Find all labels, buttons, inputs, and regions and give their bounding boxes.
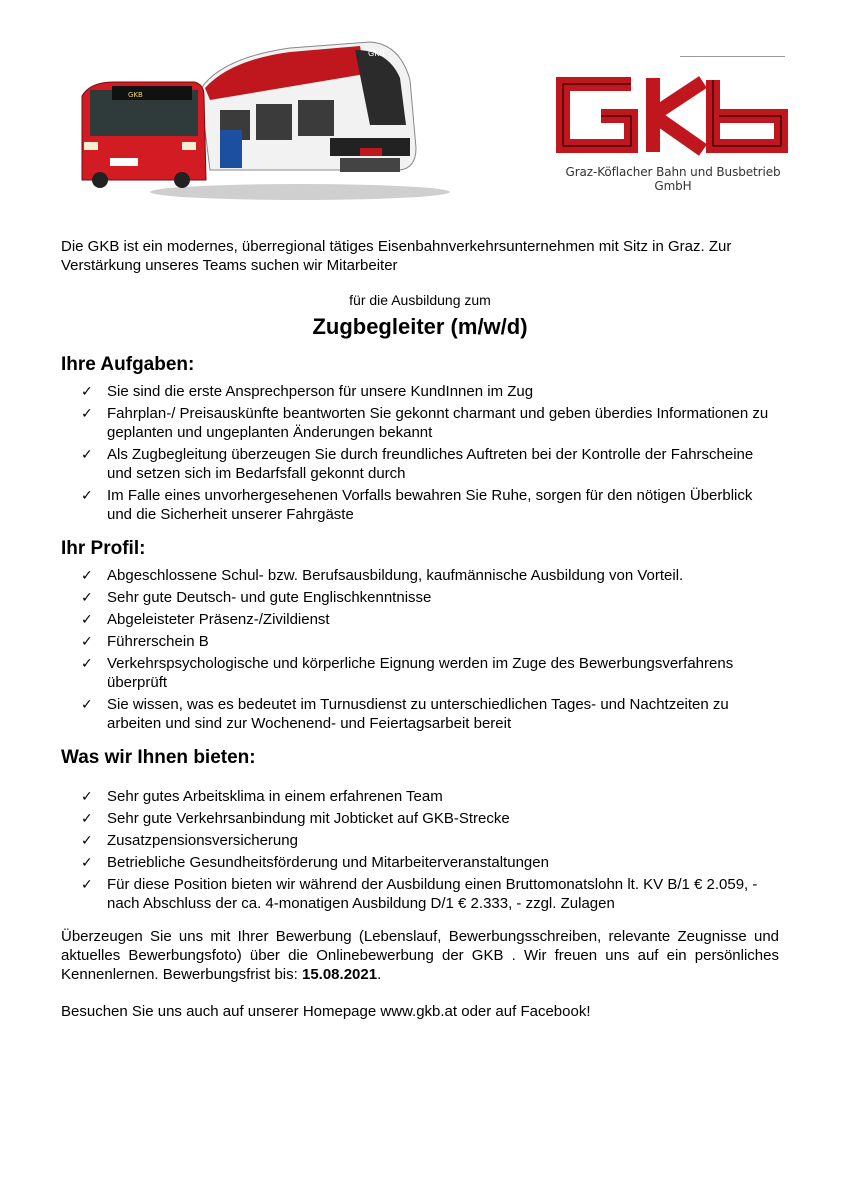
bus-and-train-photo [70, 30, 450, 210]
check-icon: ✓ [81, 446, 93, 462]
list-item: ✓ Zusatzpensionsversicherung [81, 832, 298, 849]
check-icon: ✓ [81, 696, 93, 712]
logo-caption: Graz-Köflacher Bahn und Busbetrieb GmbH [565, 165, 781, 193]
training-subhead: für die Ausbildung zum [349, 292, 491, 308]
list-item: ✓ Sie sind die erste Ansprechperson für unsere KundInnen im Zug [81, 383, 534, 400]
check-icon: ✓ [81, 405, 93, 421]
intro-paragraph: Die GKB ist ein modernes, überregional tätiges Eisenbahnverkehrsunternehmen mit Sitz in Graz. Zur Verstärkung unseres Teams suchen wir Mitarbeiter [61, 238, 732, 274]
bus-destination-sign: GKB [128, 91, 143, 99]
list-item: ✓ Im Falle eines unvorhergesehenen Vorfalls bewahren Sie Ruhe, sorgen für den nötigen Überblick und die Sicherheit unserer Fahrgäste [81, 487, 753, 523]
application-deadline: 15.08.2021 [301, 966, 378, 983]
check-icon: ✓ [81, 854, 93, 870]
tasks-list [61, 382, 779, 524]
list-item: ✓ Führerschein B [81, 633, 209, 650]
benefits-heading: Was wir Ihnen bieten: [61, 747, 256, 768]
gkb-logo [553, 70, 793, 160]
benefits-list [61, 787, 779, 913]
check-icon: ✓ [81, 788, 93, 804]
check-icon: ✓ [81, 876, 93, 892]
check-icon: ✓ [81, 589, 93, 605]
logo-top-rule [680, 56, 785, 57]
list-item: ✓ Verkehrspsychologische und körperliche Eignung werden im Zuge des Bewerbungsverfahrens überprüft [81, 655, 734, 691]
check-icon: ✓ [81, 832, 93, 848]
list-item: ✓ Sehr gutes Arbeitsklima in einem erfahrenen Team [81, 788, 443, 805]
job-title: Zugbegleiter (m/w/d) [312, 314, 528, 339]
check-icon: ✓ [81, 383, 93, 399]
check-icon: ✓ [81, 655, 93, 671]
check-icon: ✓ [81, 567, 93, 583]
check-icon: ✓ [81, 487, 93, 503]
list-item: ✓ Abgeschlossene Schul- bzw. Berufsausbildung, kaufmännische Ausbildung von Vorteil. [81, 567, 684, 584]
list-item: ✓ Sehr gute Deutsch- und gute Englischkenntnisse [81, 589, 432, 606]
check-icon: ✓ [81, 633, 93, 649]
list-item: ✓ Abgeleisteter Präsenz-/Zivildienst [81, 611, 330, 628]
check-icon: ✓ [81, 810, 93, 826]
check-icon: ✓ [81, 611, 93, 627]
application-paragraph: Überzeugen Sie uns mit Ihrer Bewerbung (Lebenslauf, Bewerbungsschreiben, relevante Zeugnisse und aktuelles Bewerbungsfoto) über die Onlinebewerbung der GKB . Wir freuen uns auf ein persönliches Kennenlernen. Bewerbungsfrist bis: 15.08.2021. [61, 928, 779, 983]
job-ad-body [61, 237, 779, 1021]
list-item: ✓ Betriebliche Gesundheitsförderung und Mitarbeiterveranstaltungen [81, 854, 549, 871]
list-item: ✓ Fahrplan-/ Preisauskünfte beantworten Sie gekonnt charmant und geben überdies Informationen zu geplanten und ungeplanten Änderungen bekannt [81, 405, 769, 441]
list-item: ✓ Für diese Position bieten wir während der Ausbildung einen Bruttomonatslohn lt. KV B/1 € 2.059, - nach Abschluss der ca. 4-monatigen Ausbildung D/1 € 2.333, - zzgl. Zulagen [81, 876, 758, 912]
list-item: ✓ Sie wissen, was es bedeutet im Turnusdienst zu unterschiedlichen Tages- und Nachtzeiten zu arbeiten und sind zur Wochenend- und Feiertagsarbeit bereit [81, 696, 729, 732]
homepage-note: Besuchen Sie uns auch auf unserer Homepage www.gkb.at oder auf Facebook! [61, 1003, 591, 1020]
profile-heading: Ihr Profil: [61, 538, 146, 559]
train-destination-sign: GKB [368, 49, 385, 58]
tasks-heading: Ihre Aufgaben: [61, 354, 195, 375]
profile-list [61, 566, 779, 733]
list-item: ✓ Sehr gute Verkehrsanbindung mit Jobticket auf GKB-Strecke [81, 810, 510, 827]
list-item: ✓ Als Zugbegleitung überzeugen Sie durch freundliches Auftreten bei der Kontrolle der Fahrscheine und setzen sich im Bedarfsfall gekonnt durch [81, 446, 754, 482]
